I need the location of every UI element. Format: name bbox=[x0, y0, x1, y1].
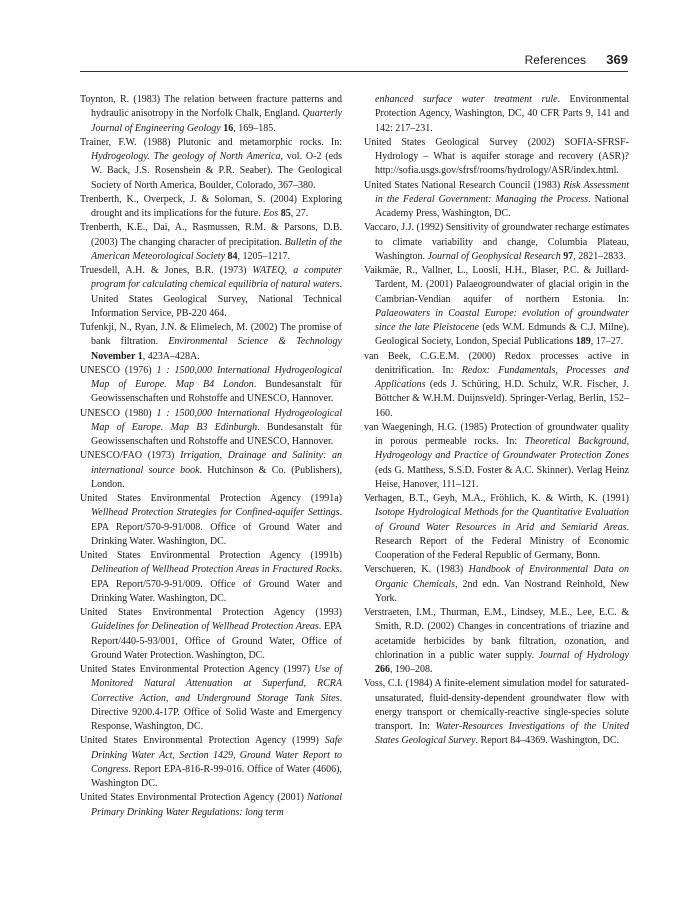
reference-text: van Beek, C.G.E.M. (2000) Redox processes active in denitrification. In: bbox=[364, 350, 629, 376]
reference-text: . EPA Report/570-9-91/009. Office of Ground Water and Drinking Water. Washington, DC. bbox=[91, 564, 342, 604]
page-number: 369 bbox=[606, 52, 628, 67]
reference-entry bbox=[80, 193, 342, 222]
reference-title-italic: Redox: Fundamentals, Processes and Applications bbox=[375, 364, 629, 390]
reference-entry bbox=[80, 791, 342, 820]
reference-entry bbox=[364, 421, 629, 492]
reference-text: . Report 84–4369. Washington, DC. bbox=[475, 735, 619, 747]
reference-title-italic: 1 : 1500,000 International Hydrogeological Map of Europe. Map B3 Edinburgh bbox=[91, 407, 343, 433]
reference-title-italic: Hydrogeology. The geology of North America bbox=[91, 151, 281, 162]
reference-entry bbox=[364, 221, 629, 264]
reference-text: Verschueren, K. (1983) bbox=[364, 564, 469, 576]
reference-text: United States Environmental Protection Agency (1993) bbox=[80, 607, 342, 618]
reference-text: United States Environmental Protection Agency (1999) bbox=[80, 735, 325, 747]
reference-title-italic: Theoretical Background, Hydrogeology and Practice of Groundwater Protection Zones bbox=[375, 436, 629, 462]
reference-entry bbox=[80, 93, 342, 136]
reference-title-italic: 1 : 1500,000 International Hydrogeological Map of Europe. Map B4 London bbox=[91, 364, 343, 390]
reference-text: (eds G. Matthess, S.S.D. Foster & A.C. Skinner). Verlag Heinz Heise, Hanover, 111–121. bbox=[375, 464, 629, 490]
reference-entry bbox=[364, 677, 629, 748]
reference-entry bbox=[80, 321, 342, 364]
reference-volume-bold: November 1 bbox=[91, 350, 143, 362]
reference-text: . EPA Report/440-5-93/001, Office of Ground Water, Office of Ground Water Protection. Washington, DC. bbox=[91, 621, 342, 661]
reference-text: Vaccaro, J.J. (1992) Sensitivity of groundwater recharge estimates to climate variability and change, Columbia Plateau, Washington. bbox=[364, 222, 629, 262]
reference-volume-bold: 84 bbox=[227, 250, 238, 262]
reference-text: . Directive 9200.4-17P. Office of Solid Waste and Emergency Response, Washington, DC. bbox=[91, 692, 342, 732]
reference-text: United States National Research Council (1983) bbox=[364, 179, 564, 191]
reference-text: Tufenkji, N., Ryan, J.N. & Elimelech, M. (2002) The promise of bank filtration. bbox=[80, 322, 342, 348]
reference-text: , 2nd edn. Van Nostrand Reinhold, New York. bbox=[375, 578, 629, 604]
reference-title-italic: National Primary Drinking Water Regulations: long term bbox=[91, 792, 342, 818]
reference-entry bbox=[80, 734, 342, 791]
reference-text: , 17–27. bbox=[590, 336, 624, 348]
reference-title-italic: Journal of Geophysical Research bbox=[427, 250, 561, 262]
reference-entry bbox=[80, 221, 342, 264]
left-reference-column bbox=[80, 93, 342, 820]
reference-entry bbox=[364, 350, 629, 421]
reference-text: Trenberth, K.E., Dai, A., Rasmussen, R.M. & Parsons, D.B. (2003) The changing character of precipitation. bbox=[80, 222, 342, 248]
reference-entry bbox=[80, 663, 342, 734]
reference-entry bbox=[364, 563, 629, 606]
reference-text: . Hutchinson & Co. (Publishers), London. bbox=[91, 464, 343, 490]
reference-text: . Bundesanstalt für Geowissenschaften und Rohstoffe and UNESCO, Hannover. bbox=[91, 379, 342, 405]
reference-entry bbox=[364, 606, 629, 677]
reference-volume-bold: 189 bbox=[575, 336, 591, 348]
reference-entry bbox=[80, 606, 342, 663]
reference-text: United States Environmental Protection Agency (1997) bbox=[80, 664, 315, 675]
reference-text: UNESCO/FAO (1973) bbox=[80, 450, 181, 462]
reference-entry bbox=[364, 492, 629, 563]
reference-text: UNESCO (1976) bbox=[80, 364, 157, 376]
reference-title-italic: Quarterly Journal of Engineering Geology bbox=[91, 108, 342, 134]
reference-text: Vaikmäe, R., Vallner, L., Loosli, H.H., Blaser, P.C. & Juillard-Tardent, M. (2001) Palaeogroundwater of glacial origin in the Cambrian-Vendian aquifer of northern Estonia. In: bbox=[364, 265, 629, 305]
reference-entry bbox=[364, 93, 629, 136]
reference-text: , 169–185. bbox=[233, 122, 276, 134]
reference-text: Verstraeten, I.M., Thurman, E.M., Lindsey, M.E., Lee, E.C. & Smith, R.D. (2002) Changes in concentrations of triazine and acetamide herbicides by bank filtration, ozonation, and chlorination in a public water supply. bbox=[364, 607, 629, 661]
reference-text: . Research Report of the Federal Ministry of Economic Cooperation of the Federal Republic of Germany, Bonn. bbox=[375, 521, 629, 561]
header-rule bbox=[80, 71, 628, 72]
reference-title-italic: Handbook of Environmental Data on Organic Chemicals bbox=[375, 564, 629, 590]
running-head-section-title: References bbox=[524, 53, 586, 67]
reference-text: , 1205–1217. bbox=[237, 250, 291, 262]
reference-text: Trainer, F.W. (1988) Plutonic and metamorphic rocks. In: bbox=[80, 136, 342, 148]
reference-text: . Report EPA-816-R-99-016. Office of Water (4606), Washington DC. bbox=[91, 763, 342, 789]
reference-text: United States Environmental Protection Agency (2001) bbox=[80, 792, 307, 804]
reference-text: (eds J. Schüring, H.D. Schulz, W.R. Fischer, J. Böttcher & W.H.M. Duijnsveld). Springer-Verlag, Berlin, 152–160. bbox=[375, 379, 629, 419]
reference-title-italic: Bulletin of the American Meteorological Society bbox=[91, 236, 342, 262]
reference-text: . EPA Report/570-9-91/008. Office of Ground Water and Drinking Water. Washington, DC. bbox=[91, 507, 342, 547]
reference-title-italic: Safe Drinking Water Act, Section 1429, Ground Water Report to Congress bbox=[91, 735, 342, 775]
reference-title-italic: enhanced surface water treatment rule bbox=[375, 94, 558, 105]
reference-entry bbox=[364, 179, 629, 222]
reference-volume-bold: 16 bbox=[223, 122, 234, 134]
running-head bbox=[80, 51, 628, 71]
reference-title-italic: Delineation of Wellhead Protection Areas in Fractured Rocks bbox=[91, 564, 340, 576]
reference-title-italic: Guidelines for Delineation of Wellhead Protection Areas bbox=[91, 621, 319, 633]
reference-title-italic: Use of Monitored Natural Attenuation at Superfund, RCRA Corrective Action, and Underground Storage Tank Sites bbox=[91, 664, 342, 704]
reference-text: United States Environmental Protection Agency (1991b) bbox=[80, 550, 342, 561]
reference-text: . Bundesanstalt für Geowissenschaften und Rohstoffe and UNESCO, Hannover. bbox=[91, 421, 343, 447]
reference-title-italic: Wellhead Protection Strategies for Confined-aquifer Settings bbox=[91, 507, 340, 519]
reference-text: , 190–208. bbox=[390, 664, 433, 675]
reference-text: Toynton, R. (1983) The relation between fracture patterns and hydraulic anisotropy in the Norfolk Chalk, England. bbox=[80, 94, 342, 120]
reference-text: UNESCO (1980) bbox=[80, 407, 157, 419]
reference-text: , vol. O-2 (eds W. Back, J.S. Rosenshein & P.R. Seaber). The Geological Society of North America, Boulder, Colorado, 367–380. bbox=[91, 151, 342, 191]
reference-text: Truesdell, A.H. & Jones, B.R. (1973) bbox=[80, 265, 253, 276]
reference-text: , 423A–428A. bbox=[142, 350, 200, 362]
reference-text: Verhagen, B.T., Geyh, M.A., Fröhlich, K. & Wirth, K. (1991) bbox=[364, 493, 629, 504]
reference-title-italic: Irrigation, Drainage and Salinity: an international source book bbox=[91, 450, 342, 476]
reference-volume-bold: 85 bbox=[280, 208, 291, 219]
reference-text: United States Environmental Protection Agency (1991a) bbox=[80, 493, 342, 504]
reference-entry bbox=[80, 449, 342, 492]
reference-title-italic: Palaeowaters in Coastal Europe: evolution of groundwater since the late Pleistocene bbox=[375, 307, 629, 333]
reference-entry bbox=[80, 549, 342, 606]
reference-text: , 2821–2833. bbox=[573, 250, 626, 262]
reference-title-italic: Eos bbox=[263, 208, 279, 219]
reference-entry bbox=[80, 407, 342, 450]
reference-text: . Environmental Protection Agency, Washington, DC, 40 CFR Parts 9, 141 and 142: 217–231. bbox=[375, 94, 629, 134]
reference-text: van Waegeningh, H.G. (1985) Protection of groundwater quality in porous permeable rocks. In: bbox=[364, 421, 629, 447]
reference-title-italic: Isotope Hydrological Methods for the Quantitative Evaluation of Ground Water Resources in Arid and Semiarid Areas bbox=[375, 507, 629, 533]
reference-text: . United States Geological Survey, National Technical Information Service, PB-220 464. bbox=[91, 279, 342, 319]
reference-text: Voss, C.I. (1984) A finite-element simulation model for saturated-unsaturated, fluid-density-dependent groundwater flow with energy transport or chemically-reactive single-species solute transport. In: bbox=[364, 678, 629, 732]
reference-entry bbox=[364, 136, 629, 179]
reference-title-italic: Journal of Hydrology bbox=[538, 649, 629, 661]
reference-title-italic: WATEQ, a computer program for calculating chemical equilibria of natural waters bbox=[91, 265, 342, 291]
reference-entry bbox=[364, 264, 629, 350]
reference-text: . National Academy Press, Washington, DC. bbox=[375, 193, 630, 219]
reference-entry bbox=[80, 492, 342, 549]
reference-volume-bold: 266 bbox=[375, 664, 390, 675]
right-reference-column bbox=[364, 93, 629, 749]
reference-entry bbox=[80, 264, 342, 321]
reference-text: Trenberth, K., Overpeck, J. & Soloman, S. (2004) Exploring drought and its implications for the future. bbox=[80, 193, 342, 219]
reference-volume-bold: 97 bbox=[563, 250, 574, 262]
reference-entry bbox=[80, 364, 342, 407]
reference-title-italic: Environmental Science & Technology bbox=[168, 336, 342, 348]
reference-text: , 27. bbox=[290, 208, 309, 219]
reference-title-italic: Water-Resources Investigations of the United States Geological Survey bbox=[375, 721, 630, 747]
reference-title-italic: Risk Assessment in the Federal Government: Managing the Process bbox=[375, 179, 629, 205]
reference-text: United States Geological Survey (2002) SOFIA-SFRSF-Hydrology – What is aquifer storage and recovery (ASR)? http://sofia.usgs.gov/sfrsf/rooms/hydrology/ASR/index.html. bbox=[364, 136, 629, 177]
reference-entry bbox=[80, 136, 342, 193]
reference-text: (eds W.M. Edmunds & C.J. Milne). Geological Society, London, Special Publications bbox=[375, 322, 629, 348]
